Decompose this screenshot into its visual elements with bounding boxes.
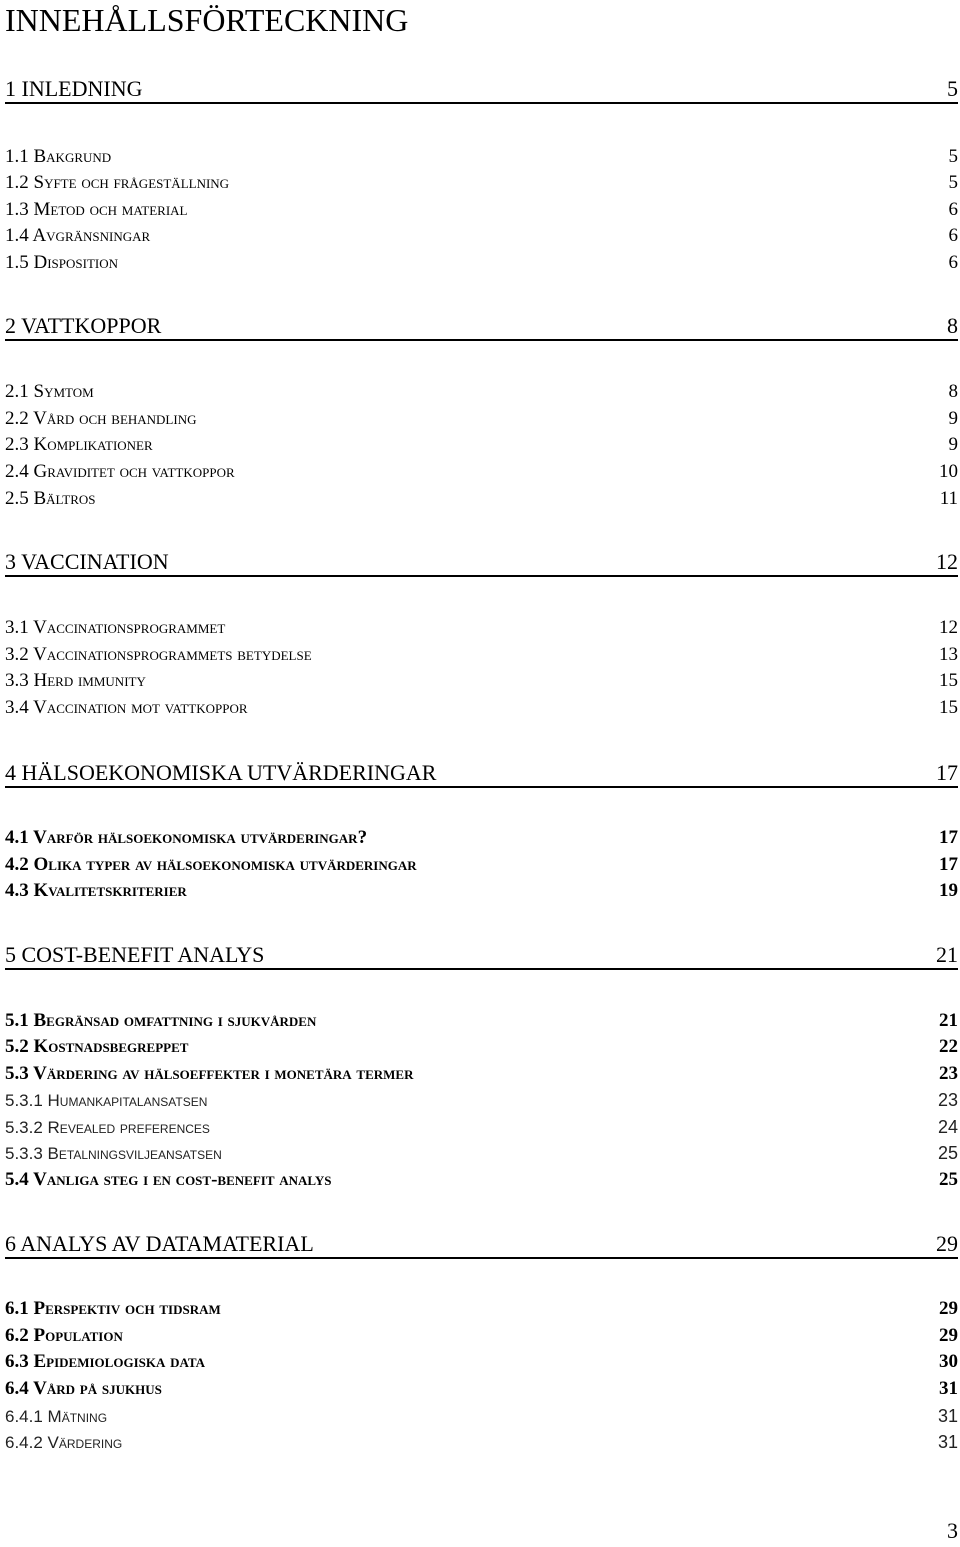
toc-section-2-4[interactable] (5, 459, 958, 483)
toc-chapter-title: 2 VATTKOPPOR (5, 313, 162, 338)
toc-section-6-2[interactable] (5, 1323, 958, 1347)
toc-page-number: 31 (937, 1432, 958, 1452)
toc-section-5-2[interactable] (5, 1034, 958, 1058)
toc-page-number: 6 (948, 225, 958, 246)
toc-section-title: 3.2 Vaccinationsprogrammets betydelse (5, 644, 312, 665)
toc-page-number: 25 (937, 1143, 958, 1163)
page-number: 3 (947, 1518, 958, 1543)
toc-subsection-5-3-2[interactable] (5, 1114, 958, 1138)
toc-page-number: 10 (939, 461, 958, 482)
toc-section-title: 4.3 Kvalitetskriterier (5, 880, 187, 901)
toc-chapter-3[interactable] (5, 548, 958, 577)
toc-chapter-5[interactable] (5, 941, 958, 970)
toc-page-number: 30 (939, 1351, 958, 1372)
toc-section-3-1[interactable] (5, 615, 958, 639)
toc-page-number: 24 (937, 1117, 958, 1137)
toc-section-4-3[interactable] (5, 878, 958, 902)
toc-page-number: 23 (937, 1090, 958, 1110)
toc-page-number: 11 (939, 488, 958, 509)
toc-page-number: 21 (939, 1010, 958, 1031)
toc-section-title: 5.3 Värdering av hälsoeffekter i monetära termer (5, 1063, 414, 1084)
toc-section-title: 2.2 Vård och behandling (5, 408, 197, 429)
toc-section-title: 3.3 Herd immunity (5, 670, 146, 691)
toc-section-title: 4.2 Olika typer av hälsoekonomiska utvärderingar (5, 854, 417, 875)
toc-page-number: 8 (947, 313, 958, 338)
toc-section-title: 1.1 Bakgrund (5, 146, 112, 167)
toc-section-5-4[interactable] (5, 1167, 958, 1191)
toc-chapter-title: 5 COST-BENEFIT ANALYS (5, 942, 265, 967)
toc-section-1-2[interactable] (5, 170, 958, 194)
toc-chapter-title: 4 HÄLSOEKONOMISKA UTVÄRDERINGAR (5, 760, 437, 785)
toc-section-title: 2.1 Symtom (5, 381, 94, 402)
toc-page-number: 5 (948, 172, 958, 193)
toc-section-5-1[interactable] (5, 1008, 958, 1032)
toc-section-3-2[interactable] (5, 642, 958, 666)
toc-chapter-title: 3 VACCINATION (5, 549, 169, 574)
toc-section-2-2[interactable] (5, 406, 958, 430)
toc-page-number: 6 (948, 199, 958, 220)
toc-page-number: 31 (937, 1406, 958, 1426)
toc-page-number: 22 (939, 1036, 958, 1057)
toc-chapter-6[interactable] (5, 1230, 958, 1259)
toc-page-number: 21 (936, 942, 958, 967)
toc-subsection-6-4-1[interactable] (5, 1403, 958, 1427)
toc-subsection-title: 6.4.1 Mätning (5, 1407, 108, 1426)
toc-page-number: 17 (939, 827, 958, 848)
toc-page-number: 29 (939, 1325, 958, 1346)
toc-section-title: 3.4 Vaccination mot vattkoppor (5, 697, 248, 718)
toc-section-title: 3.1 Vaccinationsprogrammet (5, 617, 226, 638)
toc-chapter-4[interactable] (5, 759, 958, 788)
document-title: INNEHÅLLSFÖRTECKNING (5, 2, 409, 38)
toc-section-title: 6.4 Vård på sjukhus (5, 1378, 162, 1399)
toc-section-title: 6.2 Population (5, 1325, 123, 1346)
toc-subsection-title: 6.4.2 Värdering (5, 1433, 123, 1452)
toc-section-6-3[interactable] (5, 1349, 958, 1373)
toc-subsection-6-4-2[interactable] (5, 1429, 958, 1453)
toc-section-title: 5.4 Vanliga steg i en cost-benefit analys (5, 1169, 332, 1190)
toc-subsection-title: 5.3.3 Betalningsviljeansatsen (5, 1144, 222, 1163)
toc-page-number: 19 (939, 880, 958, 901)
toc-section-title: 6.1 Perspektiv och tidsram (5, 1298, 221, 1319)
toc-section-title: 1.5 Disposition (5, 252, 119, 273)
toc-subsection-title: 5.3.2 Revealed preferences (5, 1118, 210, 1137)
toc-section-title: 4.1 Varför hälsoekonomiska utvärderingar? (5, 827, 368, 848)
toc-page-number: 5 (947, 76, 958, 101)
toc-page-number: 6 (948, 252, 958, 273)
toc-section-1-5[interactable] (5, 250, 958, 274)
toc-section-2-1[interactable] (5, 379, 958, 403)
toc-subsection-5-3-1[interactable] (5, 1087, 958, 1111)
toc-page-number: 5 (948, 146, 958, 167)
toc-page-number: 31 (939, 1378, 958, 1399)
toc-page-number: 25 (939, 1169, 958, 1190)
toc-page-number: 17 (936, 760, 958, 785)
toc-page-number: 9 (948, 434, 958, 455)
toc-section-title: 2.3 Komplikationer (5, 434, 153, 455)
toc-section-title: 1.3 Metod och material (5, 199, 188, 220)
toc-page-number: 29 (939, 1298, 958, 1319)
toc-section-3-4[interactable] (5, 695, 958, 719)
toc-section-5-3[interactable] (5, 1061, 958, 1085)
toc-section-1-1[interactable] (5, 144, 958, 168)
toc-chapter-2[interactable] (5, 312, 958, 341)
toc-chapter-1[interactable] (5, 75, 958, 104)
toc-section-title: 5.2 Kostnadsbegreppet (5, 1036, 189, 1057)
toc-subsection-5-3-3[interactable] (5, 1140, 958, 1164)
toc-page-number: 29 (936, 1231, 958, 1256)
toc-section-1-3[interactable] (5, 197, 958, 221)
toc-section-1-4[interactable] (5, 223, 958, 247)
toc-page-number: 23 (939, 1063, 958, 1084)
toc-page-number: 9 (948, 408, 958, 429)
toc-section-title: 1.4 Avgränsningar (5, 225, 151, 246)
toc-section-3-3[interactable] (5, 668, 958, 692)
toc-section-title: 1.2 Syfte och frågeställning (5, 172, 230, 193)
toc-chapter-title: 6 ANALYS AV DATAMATERIAL (5, 1231, 314, 1256)
toc-page-number: 13 (939, 644, 958, 665)
toc-chapter-title: 1 INLEDNING (5, 76, 143, 101)
toc-section-2-5[interactable] (5, 486, 958, 510)
toc-page-number: 12 (939, 617, 958, 638)
toc-section-6-4[interactable] (5, 1376, 958, 1400)
toc-page-number: 15 (939, 670, 958, 691)
toc-section-title: 5.1 Begränsad omfattning i sjukvården (5, 1010, 317, 1031)
toc-page-number: 12 (936, 549, 958, 574)
toc-page-number: 8 (948, 381, 958, 402)
toc-section-title: 6.3 Epidemiologiska data (5, 1351, 206, 1372)
toc-section-title: 2.4 Graviditet och vattkoppor (5, 461, 235, 482)
toc-page-number: 15 (939, 697, 958, 718)
toc-section-2-3[interactable] (5, 432, 958, 456)
toc-section-4-1[interactable] (5, 825, 958, 849)
toc-section-title: 2.5 Bältros (5, 488, 96, 509)
toc-page-number: 17 (939, 854, 958, 875)
toc-subsection-title: 5.3.1 Humankapitalansatsen (5, 1091, 208, 1110)
toc-section-4-2[interactable] (5, 852, 958, 876)
toc-section-6-1[interactable] (5, 1296, 958, 1320)
